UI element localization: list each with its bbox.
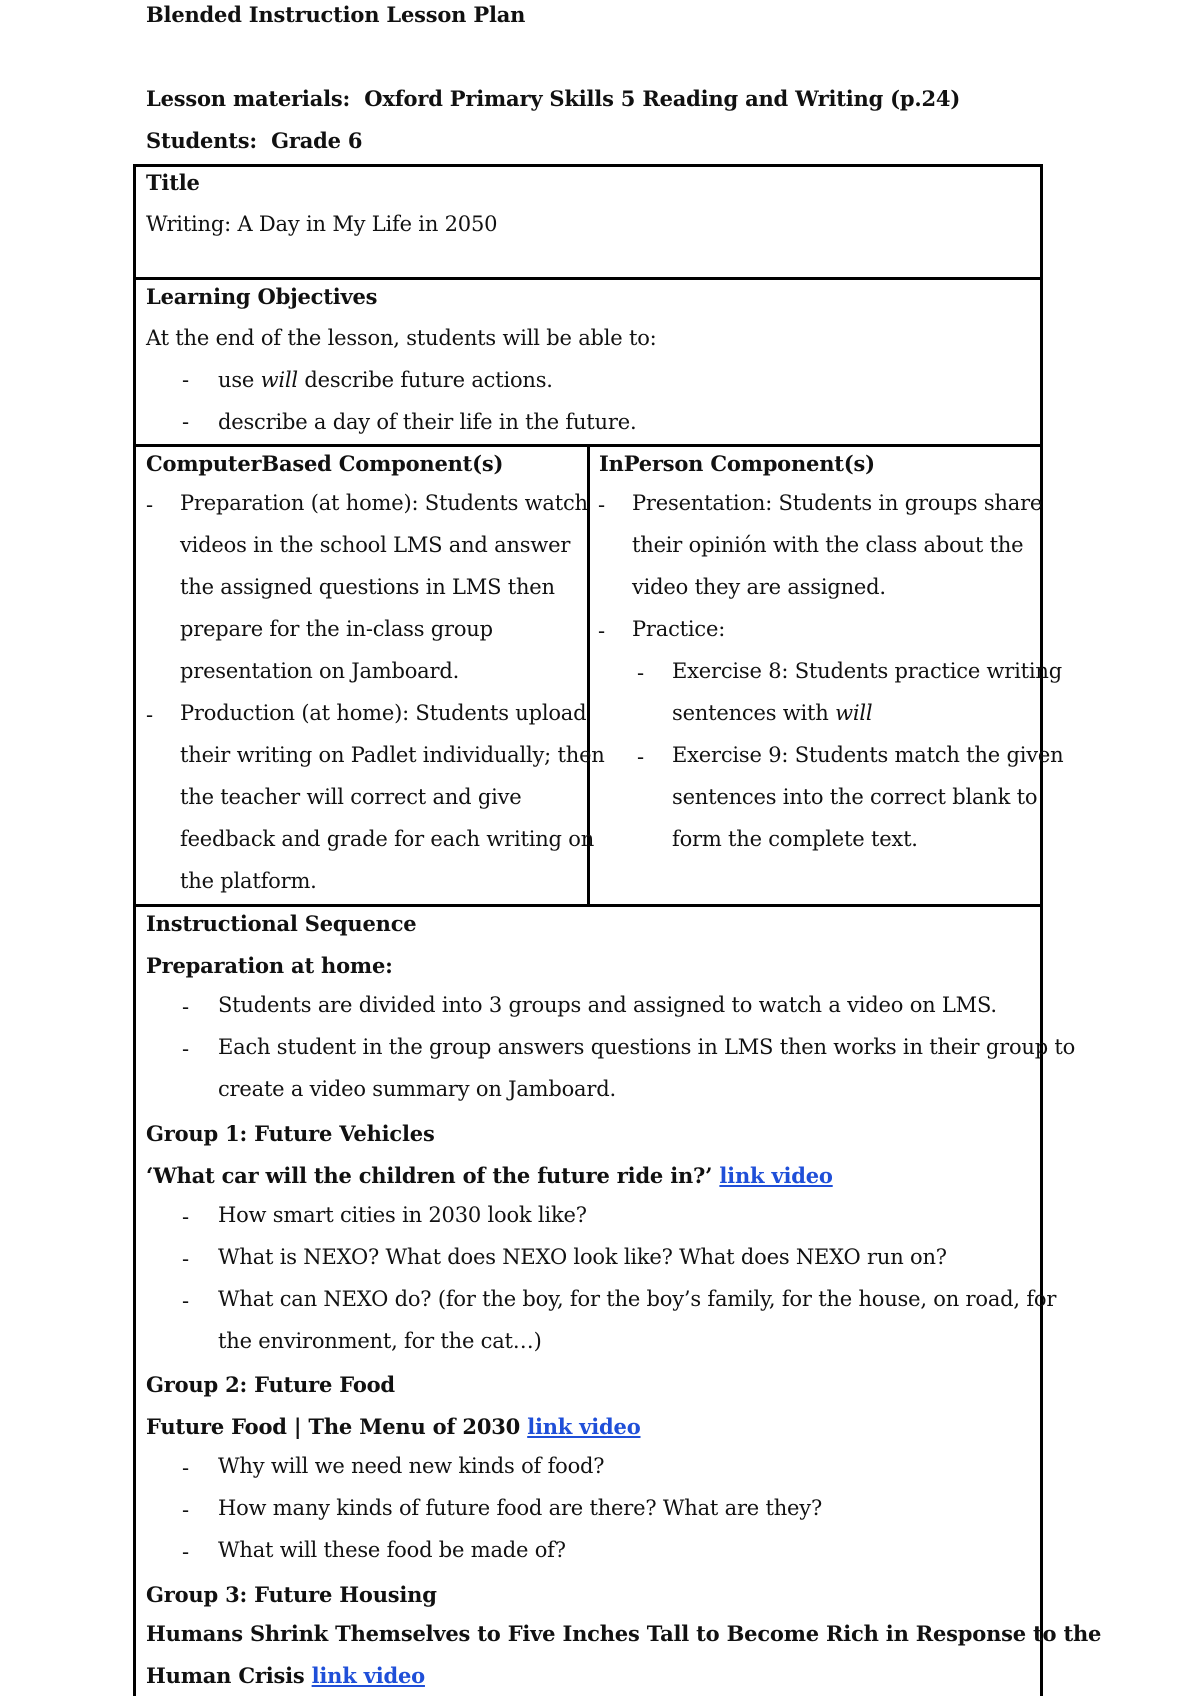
group-1-video-link[interactable]: link video bbox=[719, 1163, 833, 1188]
group-3-video-link[interactable]: link video bbox=[311, 1663, 425, 1688]
table-border-top bbox=[133, 164, 1043, 167]
item-line: Production (at home): Students upload bbox=[180, 701, 587, 725]
students-value: Grade 6 bbox=[271, 128, 363, 153]
question-item: How many kinds of future food are there? What are they? bbox=[218, 1496, 823, 1520]
item-line: their writing on Padlet individually; then bbox=[180, 743, 605, 767]
question-item: How smart cities in 2030 look like? bbox=[218, 1203, 587, 1227]
item-line: Practice: bbox=[632, 617, 726, 641]
table-border-left bbox=[133, 164, 136, 1696]
item-line: Exercise 8: Students practice writing bbox=[672, 659, 1062, 683]
computer-based-label: ComputerBased Component(s) bbox=[146, 451, 504, 476]
item-line: the platform. bbox=[180, 869, 317, 893]
prep-item: Students are divided into 3 groups and assigned to watch a video on LMS. bbox=[218, 993, 997, 1017]
item-line: form the complete text. bbox=[672, 827, 918, 851]
document-heading: Blended Instruction Lesson Plan bbox=[146, 2, 526, 27]
bullet-dash: - bbox=[637, 661, 644, 685]
video-title: Future Food | The Menu of 2030 bbox=[146, 1414, 521, 1439]
video-title: Human Crisis bbox=[146, 1663, 305, 1688]
bullet-dash: - bbox=[182, 1037, 189, 1061]
line-text: sentences with bbox=[672, 701, 836, 725]
item-line: feedback and grade for each writing on bbox=[180, 827, 595, 851]
lesson-title: Writing: A Day in My Life in 2050 bbox=[146, 212, 498, 236]
group-3-video-title: Humans Shrink Themselves to Five Inches Tall to Become Rich in Response to the bbox=[146, 1621, 1102, 1646]
bullet-dash: - bbox=[182, 1456, 189, 1480]
item-line: their opinión with the class about the bbox=[632, 533, 1024, 557]
bullet-dash: - bbox=[182, 410, 189, 434]
item-line: the environment, for the cat…) bbox=[218, 1329, 542, 1353]
item-line: What can NEXO do? (for the boy, for the boy’s family, for the house, on road, for bbox=[218, 1287, 1057, 1311]
emphasis-will: will bbox=[260, 368, 298, 392]
bullet-dash: - bbox=[182, 1540, 189, 1564]
students-info bbox=[146, 128, 362, 153]
bullet-dash: - bbox=[182, 1289, 189, 1313]
item-line: the teacher will correct and give bbox=[180, 785, 522, 809]
sequence-label: Instructional Sequence bbox=[146, 911, 417, 936]
group-3-title: Group 3: Future Housing bbox=[146, 1582, 437, 1607]
group-2-title: Group 2: Future Food bbox=[146, 1372, 395, 1397]
title-label: Title bbox=[146, 170, 200, 195]
question-item: What will these food be made of? bbox=[218, 1538, 566, 1562]
question-item: Why will we need new kinds of food? bbox=[218, 1454, 605, 1478]
objective-text: describe future actions. bbox=[297, 368, 553, 392]
item-line: create a video summary on Jamboard. bbox=[218, 1077, 616, 1101]
item-line: prepare for the in-class group bbox=[180, 617, 493, 641]
table-border-right bbox=[1040, 164, 1043, 1696]
item-line: Exercise 9: Students match the given bbox=[672, 743, 1064, 767]
group-1-video bbox=[146, 1163, 833, 1188]
bullet-dash: - bbox=[182, 368, 189, 392]
item-line: presentation on Jamboard. bbox=[180, 659, 460, 683]
item-line: Presentation: Students in groups share bbox=[632, 491, 1043, 515]
objective-text: use bbox=[218, 368, 261, 392]
bullet-dash: - bbox=[182, 995, 189, 1019]
objective-item: describe a day of their life in the future. bbox=[218, 410, 637, 434]
bullet-dash: - bbox=[598, 493, 605, 517]
preparation-label: Preparation at home: bbox=[146, 953, 393, 978]
students-label: Students: bbox=[146, 128, 257, 153]
lesson-materials bbox=[146, 86, 960, 111]
item-line: Each student in the group answers questions in LMS then works in their group to bbox=[218, 1035, 1076, 1059]
bullet-dash: - bbox=[182, 1205, 189, 1229]
in-person-label: InPerson Component(s) bbox=[599, 451, 875, 476]
table-border bbox=[133, 277, 1043, 280]
materials-value: Oxford Primary Skills 5 Reading and Writing (p.24) bbox=[364, 86, 961, 111]
item-line: video they are assigned. bbox=[632, 575, 886, 599]
group-3-video bbox=[146, 1655, 425, 1697]
group-1-title: Group 1: Future Vehicles bbox=[146, 1121, 435, 1146]
item-line: Preparation (at home): Students watch bbox=[180, 491, 588, 515]
objectives-label: Learning Objectives bbox=[146, 284, 378, 309]
item-line bbox=[672, 692, 872, 734]
bullet-dash: - bbox=[182, 1247, 189, 1271]
group-2-video bbox=[146, 1414, 641, 1439]
item-line: sentences into the correct blank to bbox=[672, 785, 1038, 809]
item-line: videos in the school LMS and answer bbox=[180, 533, 571, 557]
objectives-intro: At the end of the lesson, students will be able to: bbox=[146, 326, 657, 350]
video-title: ‘What car will the children of the future ride in?’ bbox=[146, 1163, 713, 1188]
emphasis-will: will bbox=[835, 701, 873, 725]
bullet-dash: - bbox=[182, 1498, 189, 1522]
bullet-dash: - bbox=[146, 703, 153, 727]
materials-label: Lesson materials: bbox=[146, 86, 351, 111]
bullet-dash: - bbox=[598, 619, 605, 643]
objective-item bbox=[218, 368, 553, 392]
question-item: What is NEXO? What does NEXO look like? What does NEXO run on? bbox=[218, 1245, 947, 1269]
bullet-dash: - bbox=[637, 745, 644, 769]
group-2-video-link[interactable]: link video bbox=[527, 1414, 641, 1439]
bullet-dash: - bbox=[146, 493, 153, 517]
item-line: the assigned questions in LMS then bbox=[180, 575, 555, 599]
